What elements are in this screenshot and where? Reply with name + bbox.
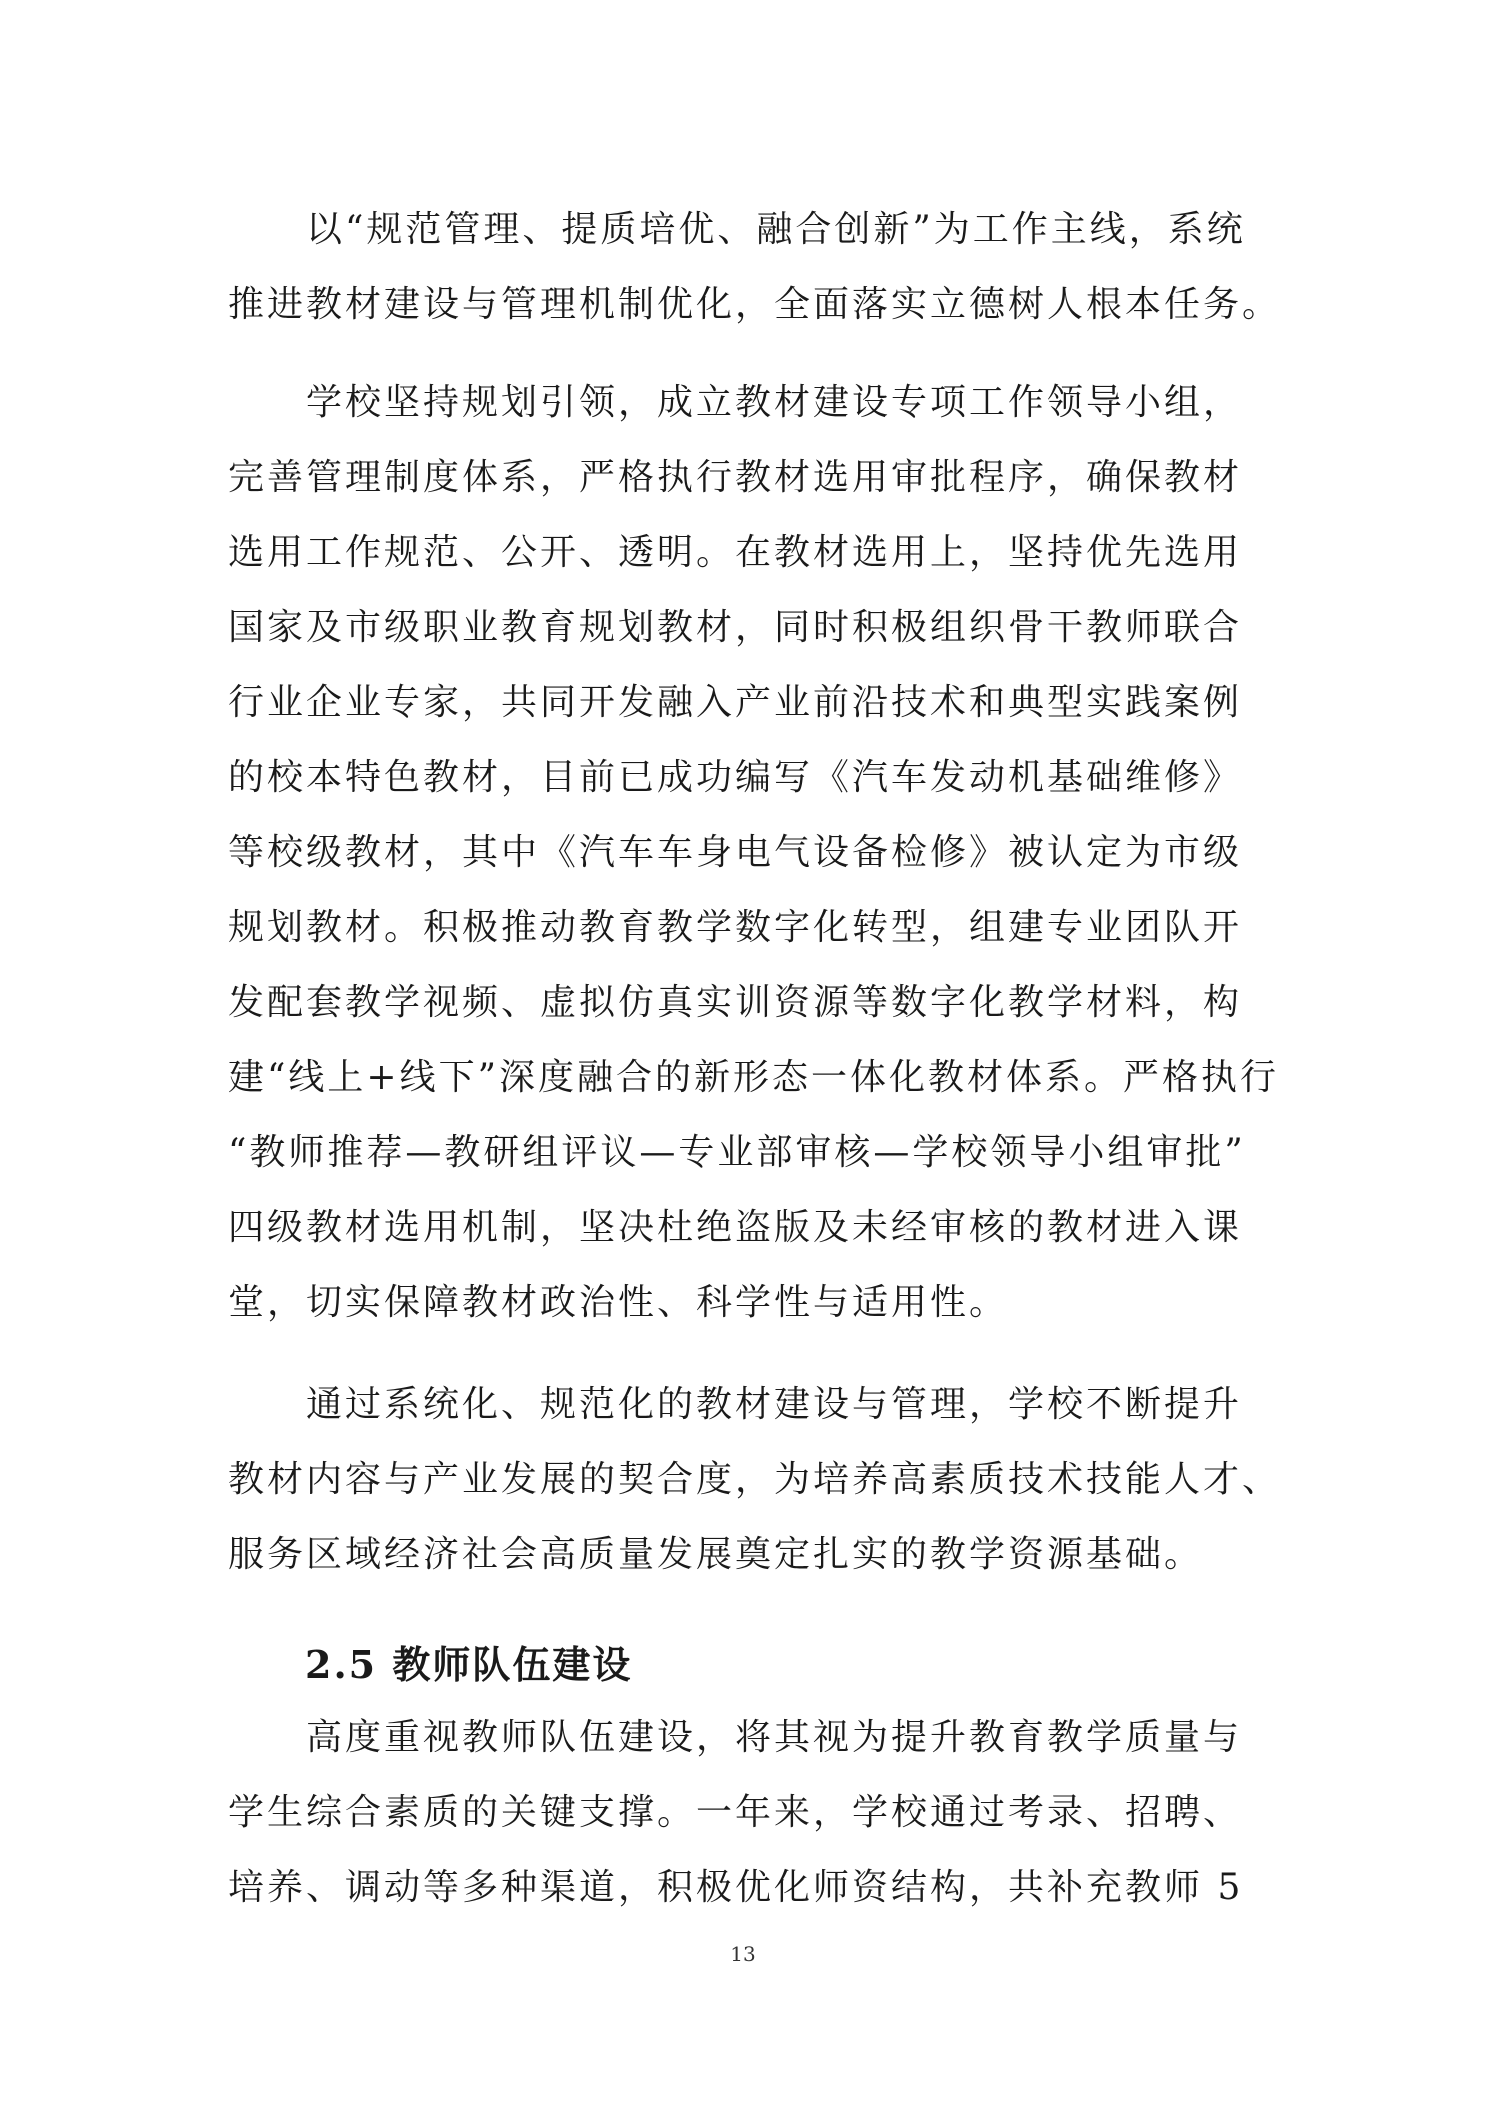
text-line: 推进教材建设与管理机制优化，全面落实立德树人根本任务。 xyxy=(228,284,1282,325)
text-line: 通过系统化、规范化的教材建设与管理，学校不断提升 xyxy=(228,1384,1243,1425)
section-heading: 2.5 教师队伍建设 xyxy=(305,1642,633,1687)
text-line: 教材内容与产业发展的契合度，为培养高素质技术技能人才、 xyxy=(228,1459,1282,1500)
text-line: 建“线上+线下”深度融合的新形态一体化教材体系。严格执行 xyxy=(228,1057,1279,1098)
text-line: 的校本特色教材，目前已成功编写《汽车发动机基础维修》 xyxy=(228,757,1243,798)
paragraph-1 xyxy=(228,192,1282,342)
text-line: 等校级教材，其中《汽车车身电气设备检修》被认定为市级 xyxy=(228,832,1243,873)
page-number: 13 xyxy=(730,1942,756,1966)
text-line: “教师推荐—教研组评议—专业部审核—学校领导小组审批” xyxy=(228,1132,1246,1173)
text-line: 行业企业专家，共同开发融入产业前沿技术和典型实践案例 xyxy=(228,682,1243,723)
paragraph-4 xyxy=(228,1700,1258,1925)
text-line: 培养、调动等多种渠道，积极优化师资结构，共补充教师 5 xyxy=(228,1867,1244,1908)
text-line: 堂，切实保障教材政治性、科学性与适用性。 xyxy=(228,1282,1009,1323)
text-line: 发配套教学视频、虚拟仿真实训资源等数字化教学材料，构 xyxy=(228,982,1243,1023)
text-line: 国家及市级职业教育规划教材，同时积极组织骨干教师联合 xyxy=(228,607,1243,648)
text-line: 四级教材选用机制，坚决杜绝盗版及未经审核的教材进入课 xyxy=(228,1207,1243,1248)
text-line: 以“规范管理、提质培优、融合创新”为工作主线，系统 xyxy=(228,209,1246,250)
paragraph-2 xyxy=(228,365,1279,1340)
text-line: 完善管理制度体系，严格执行教材选用审批程序，确保教材 xyxy=(228,457,1243,498)
text-line: 学生综合素质的关键支撑。一年来，学校通过考录、招聘、 xyxy=(228,1792,1243,1833)
text-line: 高度重视教师队伍建设，将其视为提升教育教学质量与 xyxy=(228,1717,1243,1758)
text-line: 规划教材。积极推动教育教学数字化转型，组建专业团队开 xyxy=(228,907,1243,948)
paragraph-3 xyxy=(228,1367,1282,1592)
text-line: 学校坚持规划引领，成立教材建设专项工作领导小组， xyxy=(228,382,1243,423)
text-line: 选用工作规范、公开、透明。在教材选用上，坚持优先选用 xyxy=(228,532,1243,573)
text-line: 服务区域经济社会高质量发展奠定扎实的教学资源基础。 xyxy=(228,1534,1204,1575)
